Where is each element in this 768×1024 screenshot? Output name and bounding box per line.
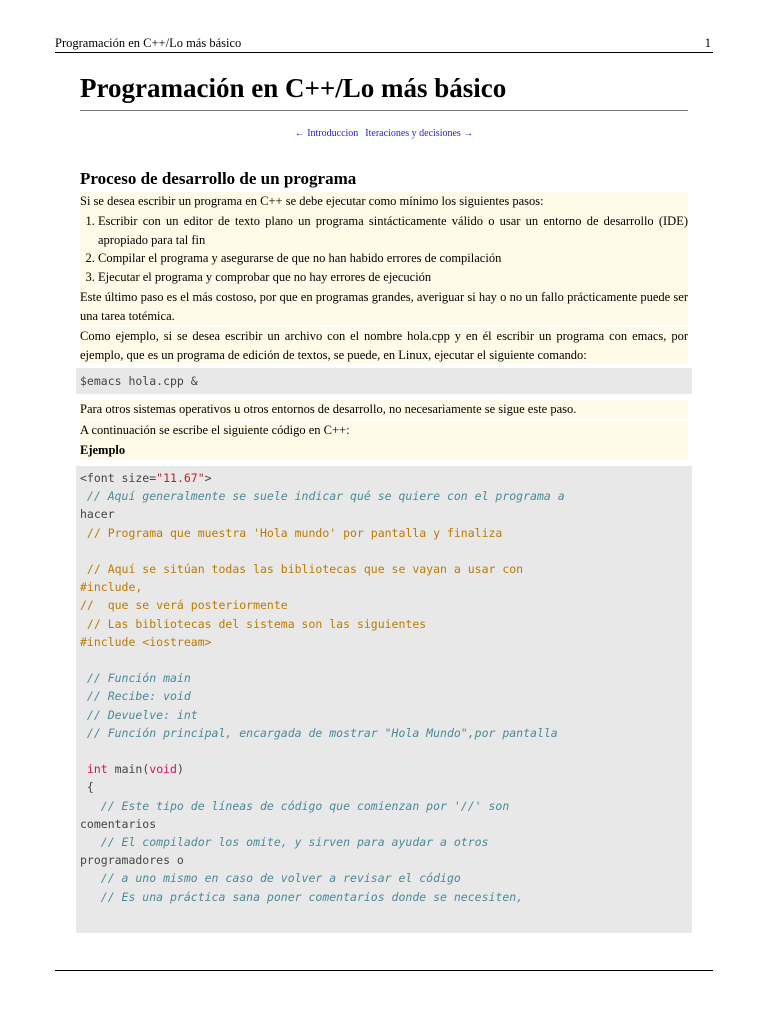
command-block: $emacs hola.cpp & — [76, 368, 692, 394]
code-intro-block — [80, 421, 688, 460]
code-text: { — [80, 780, 94, 795]
code-comment: // Devuelve: int — [80, 707, 198, 722]
code-text: > — [204, 470, 212, 485]
list-item: 1. Escribir con un editor de texto plano un programa sintácticamente válido o usar un entorno de desarrollo (IDE) apropiado para tal fin — [98, 212, 688, 249]
code-text: main( — [107, 762, 150, 777]
page-number: 1 — [704, 36, 711, 50]
code-text: hacer — [80, 507, 115, 522]
intro-paragraph: Si se desea escribir un programa en C++ se debe ejecutar como mínimo los siguientes pasos: — [80, 193, 544, 208]
code-text: programadores o — [80, 853, 184, 868]
code-comment: // El compilador los omite, y sirven para ayudar a otros — [80, 834, 489, 849]
page-title: Programación en C++/Lo más básico — [80, 74, 688, 111]
paragraph-code-intro: A continuación se escribe el siguiente código en C++: — [80, 422, 350, 437]
prev-link[interactable]: ← Introduccion — [294, 127, 359, 139]
paragraph-cost: Este último paso es el más costoso, por que en programas grandes, averiguar si hay o no un fallo prácticamente puede ser una tarea totémica. — [80, 288, 688, 325]
code-comment: // Función principal, encargada de mostrar "Hola Mundo",por pantalla — [80, 725, 558, 740]
next-link[interactable]: Iteraciones y decisiones → — [365, 127, 474, 139]
code-comment: // Aquí se sitúan todas las bibliotecas que se vayan a usar con — [80, 561, 524, 576]
running-header — [55, 34, 713, 53]
code-comment: // Programa que muestra 'Hola mundo' por pantalla y finaliza — [80, 525, 503, 540]
steps-block — [80, 192, 688, 289]
code-text: comentarios — [80, 816, 157, 831]
article-navigation — [80, 128, 688, 139]
code-preprocessor: #include, — [80, 580, 143, 595]
code-comment: // Es una práctica sana poner comentarios donde se necesiten, — [80, 889, 524, 904]
code-keyword: int — [86, 762, 108, 777]
list-item: 3. Ejecutar el programa y comprobar que no hay errores de ejecución — [98, 268, 688, 287]
code-comment: // Recibe: void — [80, 689, 191, 704]
steps-list — [80, 212, 688, 288]
running-title: Programación en C++/Lo más básico — [55, 36, 242, 50]
code-text: ) — [176, 762, 184, 777]
paragraph-other-systems: Para otros sistemas operativos u otros entornos de desarrollo, no necesariamente se sigue este paso. — [80, 400, 688, 419]
section-heading: Proceso de desarrollo de un programa — [80, 168, 357, 188]
example-label: Ejemplo — [80, 443, 126, 458]
code-keyword: void — [149, 762, 177, 777]
code-comment: // Aquí generalmente se suele indicar qué se quiere con el programa a — [80, 489, 565, 504]
code-comment: // Este tipo de líneas de código que comienzan por '//' son — [80, 798, 510, 813]
page-content — [80, 58, 688, 933]
list-item: 2. Compilar el programa y asegurarse de que no han habido errores de compilación — [98, 249, 688, 268]
code-comment: // a uno mismo en caso de volver a revisar el código — [80, 871, 461, 886]
code-comment: // Función main — [80, 671, 191, 686]
code-comment: // que se verá posteriormente — [80, 598, 288, 613]
code-text: <font size= — [80, 470, 157, 485]
paragraph-example: Como ejemplo, si se desea escribir un archivo con el nombre hola.cpp y en él escribir un programa con emacs, por ejemplo, que es un programa de edición de textos, se puede, en Linux, ejecutar el siguiente comando: — [80, 327, 688, 364]
code-block — [76, 466, 692, 933]
code-comment: // Las bibliotecas del sistema son las siguientes — [80, 616, 427, 631]
footer-rule — [55, 970, 713, 971]
code-preprocessor: #include <iostream> — [80, 634, 212, 649]
code-string: "11.67" — [156, 470, 205, 485]
